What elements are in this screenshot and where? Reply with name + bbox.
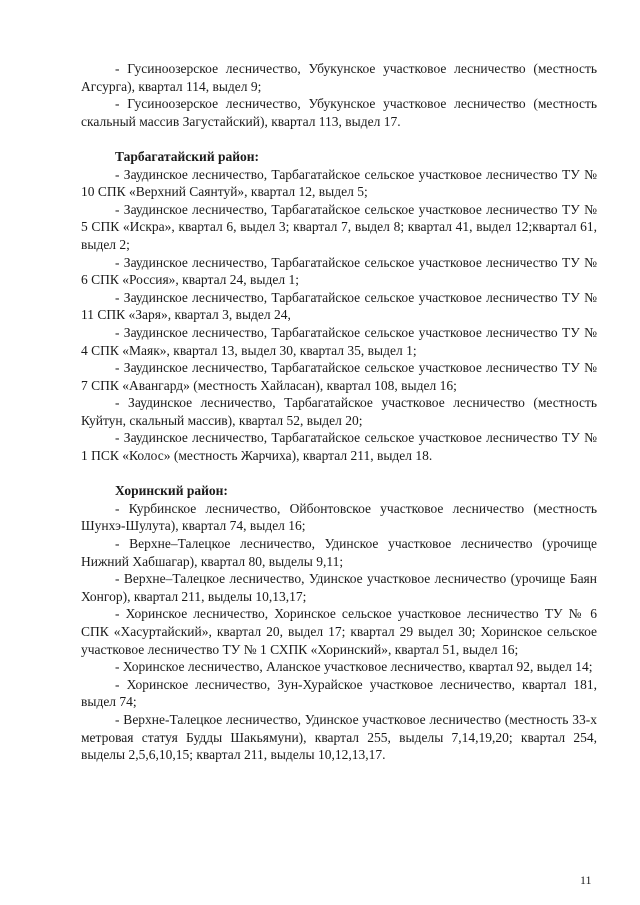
list-item: - Верхне–Талецкое лесничество, Удинское участковое лесничество (урочище Нижний Хабшагар), квартал 80, выделы 9,11; xyxy=(81,536,597,569)
intro-item: - Гусиноозерское лесничество, Убукунское участковое лесничество (местность Агсурга), квартал 114, выдел 9; xyxy=(81,61,597,94)
list-item: - Верхне–Талецкое лесничество, Удинское участковое лесничество (урочище Баян Хонгор), квартал 211, выделы 10,13,17; xyxy=(81,571,597,604)
list-item: - Заудинское лесничество, Тарбагатайское сельское участковое лесничество ТУ № 7 СПК «Авангард» (местность Хайласан), квартал 108, выдел 16; xyxy=(81,360,597,393)
list-item: - Заудинское лесничество, Тарбагатайское сельское участковое лесничество ТУ № 10 СПК «Верхний Саянтуй», квартал 12, выдел 5; xyxy=(81,166,597,200)
section-spacer xyxy=(81,465,597,483)
list-item: - Хоринское лесничество, Хоринское сельское участковое лесничество ТУ № 6 СПК «Хасуртайский», квартал 20, выдел 17; квартал 29 выдел 30; Хоринское сельское участковое лесничество ТУ № 1 СХПК «Хоринский», квартал 51, выдел 16; xyxy=(81,606,597,657)
document-body xyxy=(81,60,597,764)
page-number: 11 xyxy=(580,873,592,887)
section-khorinsky xyxy=(81,482,597,764)
list-item: - Курбинское лесничество, Ойбонтовское участковое лесничество (местность Шунхэ-Шулута), квартал 74, выдел 16; xyxy=(81,500,597,534)
section-spacer xyxy=(81,130,597,148)
list-item: - Заудинское лесничество, Тарбагатайское сельское участковое лесничество ТУ № 6 СПК «Россия», квартал 24, выдел 1; xyxy=(81,254,597,288)
section-heading: Хоринский район: xyxy=(115,483,228,499)
section-tarbagatai xyxy=(81,148,597,465)
list-item: - Верхне-Талецкое лесничество, Удинское участковое лесничество (местность 33-х метровая статуя Будды Шакьямуни), квартал 255, выделы 7,14,19,20; квартал 254, выделы 2,5,6,10,15; квартал 211, выделы 10,12,13,17. xyxy=(81,711,597,763)
list-item: - Заудинское лесничество, Тарбагатайское участковое лесничество (местность Куйтун, скальный массив), квартал 52, выдел 20; xyxy=(81,395,597,428)
section-heading: Тарбагатайский район: xyxy=(115,148,260,164)
list-item: - Хоринское лесничество, Зун-Хурайское участковое лесничество, квартал 181, выдел 74; xyxy=(81,676,597,710)
list-item: - Заудинское лесничество, Тарбагатайское сельское участковое лесничество ТУ № 1 ПСК «Колос» (местность Жарчиха), квартал 211, выдел 18. xyxy=(81,430,597,464)
intro-item: - Гусиноозерское лесничество, Убукунское участковое лесничество (местность скальный массив Загустайский), квартал 113, выдел 17. xyxy=(81,96,597,129)
list-item: - Хоринское лесничество, Аланское участковое лесничество, квартал 92, выдел 14; xyxy=(115,659,593,675)
list-item: - Заудинское лесничество, Тарбагатайское сельское участковое лесничество ТУ № 5 СПК «Искра», квартал 6, выдел 3; квартал 7, выдел 8; квартал 41, выдел 12;квартал 61, выдел 2; xyxy=(81,201,597,252)
list-item: - Заудинское лесничество, Тарбагатайское сельское участковое лесничество ТУ № 11 СПК «Заря», квартал 3, выдел 24, xyxy=(81,289,597,323)
list-item: - Заудинское лесничество, Тарбагатайское сельское участковое лесничество ТУ № 4 СПК «Маяк», квартал 13, выдел 30, квартал 35, выдел 1; xyxy=(81,324,597,358)
